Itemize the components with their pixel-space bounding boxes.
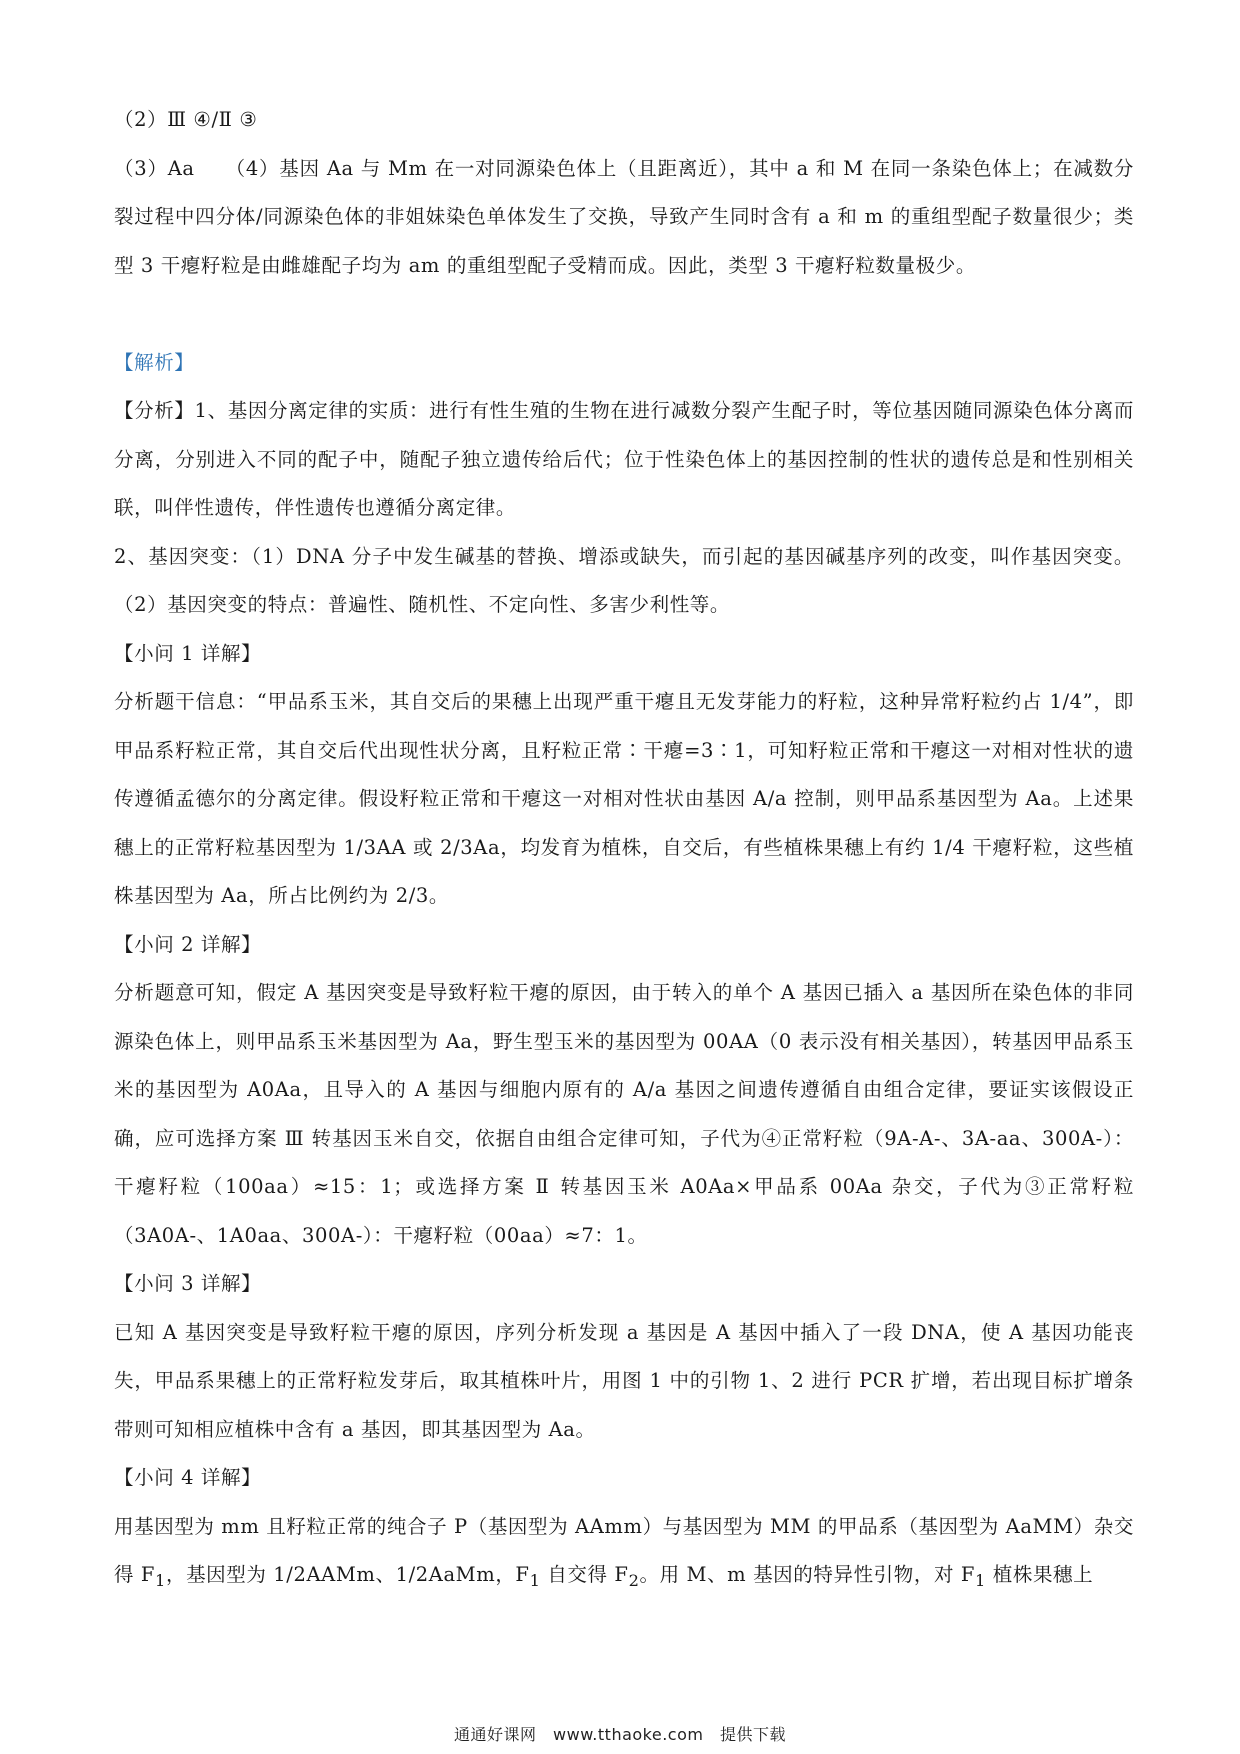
document-page (114, 96, 1134, 1605)
subscript: 1 (155, 1570, 166, 1590)
q4-body (114, 1503, 1134, 1606)
q4-text: ，基因型为 1/2AAMm、1/2AaMm，F (165, 1563, 530, 1586)
q4-text: 植株果穗上 (985, 1563, 1094, 1586)
q3-heading: 【小问 3 详解】 (114, 1272, 262, 1295)
subscript: 1 (975, 1570, 986, 1590)
subscript: 1 (529, 1570, 541, 1590)
analysis-heading: 【解析】 (114, 350, 195, 374)
analysis-paragraph-2: 2、基因突变：（1）DNA 分子中发生碱基的替换、增添或缺失，而引起的基因碱基序列的改变，叫作基因突变。（2）基因突变的特点：普遍性、随机性、不定向性、多害少利性等。 (114, 544, 1134, 616)
q4-text: 。用 M、m 基因的特异性引物，对 F (639, 1563, 975, 1586)
q1-heading: 【小问 1 详解】 (114, 641, 262, 665)
subscript: 2 (628, 1570, 640, 1590)
analysis-paragraph-1: 【分析】1、基因分离定律的实质：进行有性生殖的生物在进行减数分裂产生配子时，等位基因随同源染色体分离而分离，分别进入不同的配子中，随配子独立遗传给后代；位于性染色体上的基因控制的性状的遗传总是和性别相关联，叫伴性遗传，伴性遗传也遵循分离定律。 (114, 399, 1134, 519)
q2-body: 分析题意可知，假定 A 基因突变是导致籽粒干瘪的原因，由于转入的单个 A 基因已插入 a 基因所在染色体的非同源染色体上，则甲品系玉米基因型为 Aa，野生型玉米的基因型为 00AA（0 表示没有相关基因），转基因甲品系玉米的基因型为 A0Aa，且导入的 A 基因与细胞内原有的 A/a 基因之间遗传遵循自由组合定律，要证实该假设正确，应可选择方案 Ⅲ 转基因玉米自交，依据自由组合定律可知，子代为④正常籽粒（9A-A-、3A-aa、300A-）：干瘪籽粒（100aa）≈15：1；或选择方案 Ⅱ 转基因玉米 A0Aa×甲品系 00Aa 杂交，子代为③正常籽粒（3A0A-、1A0aa、300A-）：干瘪籽粒（00aa）≈7：1。 (114, 981, 1134, 1247)
q4-text: 自交得 F (540, 1563, 629, 1586)
q1-body: 分析题干信息：“甲品系玉米，其自交后的果穗上出现严重干瘪且无发芽能力的籽粒，这种异常籽粒约占 1/4”，即甲品系籽粒正常，其自交后代出现性状分离，且籽粒正常∶干瘪=3∶1，可知籽粒正常和干瘪这一对相对性状的遗传遵循孟德尔的分离定律。假设籽粒正常和干瘪这一对相对性状由基因 A/a 控制，则甲品系基因型为 Aa。上述果穗上的正常籽粒基因型为 1/3AA 或 2/3Aa，均发育为植株，自交后，有些植株果穗上有约 1/4 干瘪籽粒，这些植株基因型为 Aa，所占比例约为 2/3。 (114, 690, 1134, 907)
q3-body: 已知 A 基因突变是导致籽粒干瘪的原因，序列分析发现 a 基因是 A 基因中插入了一段 DNA，使 A 基因功能丧失，甲品系果穗上的正常籽粒发芽后，取其植株叶片，用图 1 中的引物 1、2 进行 PCR 扩增，若出现目标扩增条带则可知相应植株中含有 a 基因，即其基因型为 Aa。 (114, 1320, 1134, 1441)
spacer (114, 290, 1134, 339)
answer-line-2: （2）Ⅲ ④/Ⅱ ③ (114, 108, 258, 131)
q2-heading: 【小问 2 详解】 (114, 932, 262, 956)
page-footer: 通通好课网 www.tthaoke.com 提供下载 (454, 1725, 786, 1744)
answer-line-3-4: （3）Aa （4）基因 Aa 与 Mm 在一对同源染色体上（且距离近），其中 a 和 M 在同一条染色体上；在减数分裂过程中四分体/同源染色体的非姐妹染色单体发生了交换，导致产生同时含有 a 和 m 的重组型配子数量很少；类型 3 干瘪籽粒是由雌雄配子均为 am 的重组型配子受精而成。因此，类型 3 干瘪籽粒数量极少。 (114, 156, 1134, 277)
q4-text: 用基因型为 mm 且籽粒正常的纯合子 P（基因型为 AAmm）与基因型为 MM 的甲品系（基因型为 AaMM）杂交得 F (114, 1514, 1134, 1586)
q4-heading: 【小问 4 详解】 (114, 1466, 262, 1489)
